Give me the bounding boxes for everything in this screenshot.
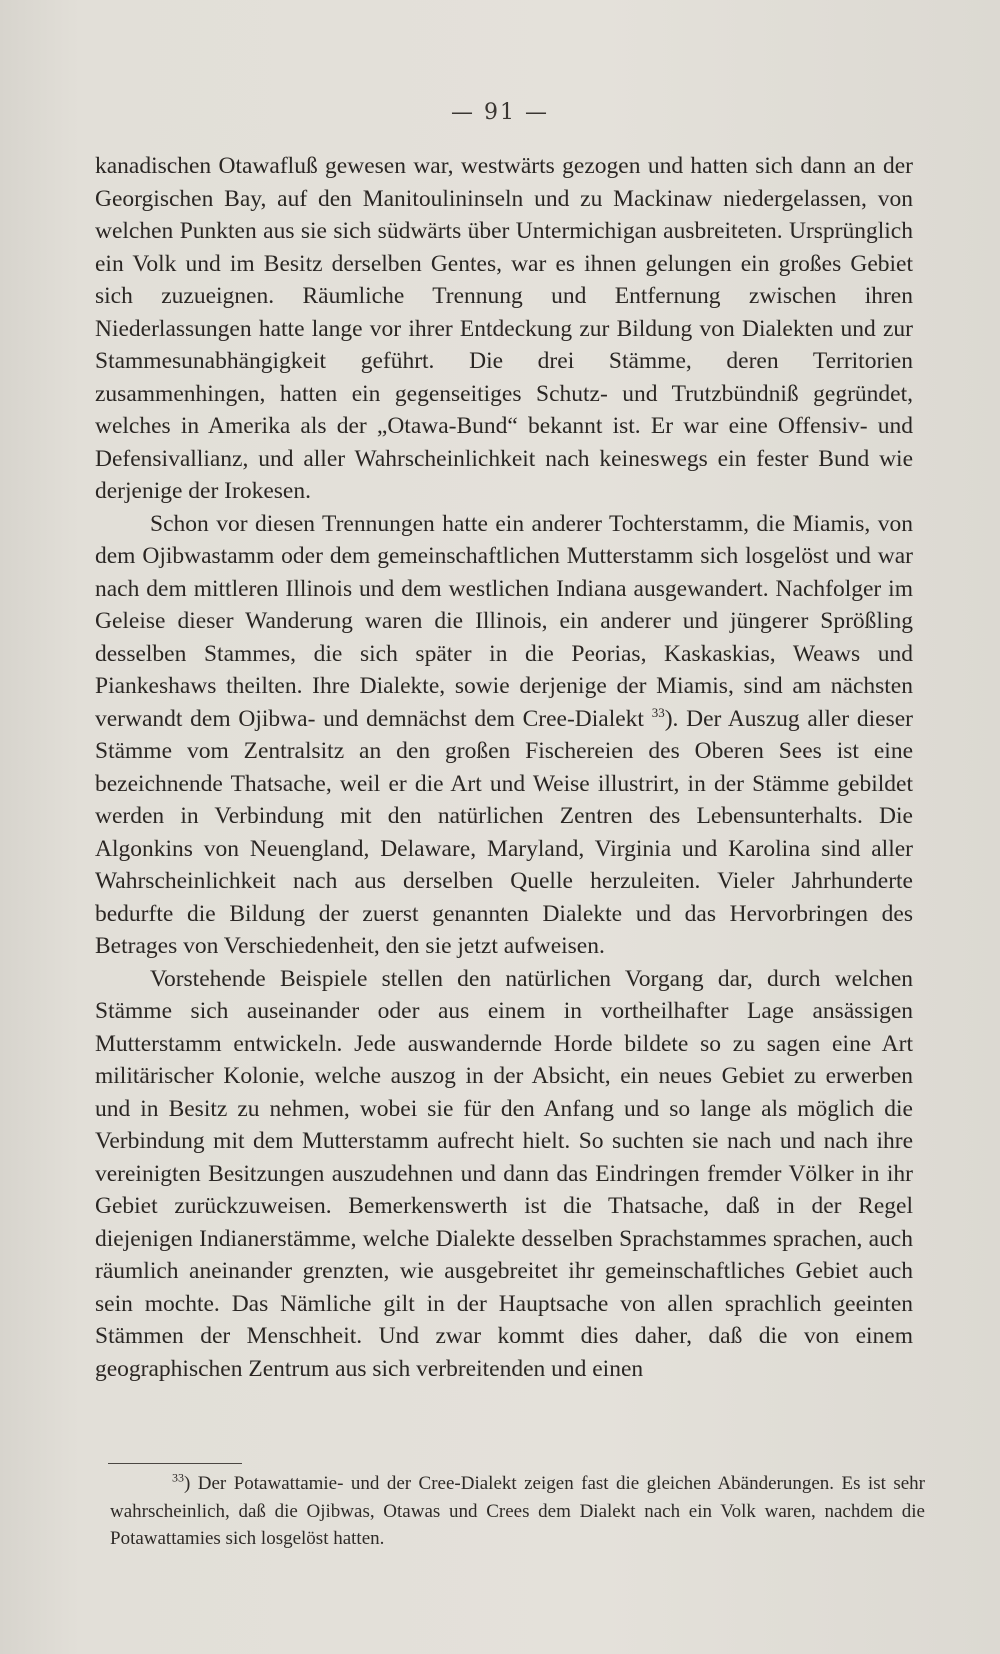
- footnote-mark: 33: [172, 1470, 184, 1485]
- paragraph-3: Vorstehende Beispiele stellen den natürlichen Vorgang dar, durch welchen Stämme sich auseinander oder aus einem in vortheilhafter Lage ansässigen Mutterstamm entwickeln. Jede auswandernde Horde bildete so zu sagen eine Art militärischer Kolonie, welche auszog in der Absicht, ein neues Gebiet zu erwerben und in Besitz zu nehmen, wobei sie für den Anfang und so lange als möglich die Verbindung mit dem Mutterstamm aufrecht hielt. So suchten sie nach und nach ihre vereinigten Besitzungen auszudehnen und dann das Eindringen fremder Völker in ihr Gebiet zurückzuweisen. Bemerkenswerth ist die Thatsache, daß in der Regel diejenigen Indianerstämme, welche Dialekte desselben Sprachstammes sprachen, auch räumlich aneinander grenzten, wie ausgebreitet ihr gemeinschaftliches Gebiet auch sein mochte. Das Nämliche gilt in der Hauptsache von allen sprachlich geeinten Stämmen der Menschheit. Und zwar kommt dies daher, daß die von einem geographischen Zentrum aus sich verbreitenden und einen: [95, 965, 913, 1382]
- paragraph-2-text-b: ). Der Auszug aller dieser Stämme vom Zentralsitz an den großen Fischereien des Oberen Sees ist eine bezeichnende Thatsache, weil er die Art und Weise illustrirt, in der Stämme gebildet werden in Verbindung mit den natürlichen Zentren des Lebensunterhalts. Die Algonkins von Neuengland, Delaware, Maryland, Virginia und Karolina sind aller Wahrscheinlichkeit nach aus derselben Quelle herzuleiten. Vieler Jahrhunderte bedurfte die Bildung der zuerst genannten Dialekte und das Hervorbringen des Betrages von Verschiedenheit, den sie jetzt aufweisen.: [95, 705, 913, 959]
- footnote-text: ) Der Potawattamie- und der Cree-Dialekt zeigen fast die gleichen Abänderungen. Es ist sehr wahrscheinlich, daß die Ojibwas, Otawas und Crees dem Dialekt nach ein Volk waren, nachdem die Potawattamies sich losgelöst hatten.: [110, 1473, 925, 1549]
- paragraph-2: [95, 508, 913, 963]
- footnote-divider: [108, 1463, 242, 1464]
- footnote: [110, 1470, 925, 1553]
- paragraph-2-text-a: Schon vor diesen Trennungen hatte ein anderer Tochterstamm, die Miamis, von dem Ojibwastamm oder dem gemeinschaftlichen Mutterstamm sich losgelöst und war nach dem mittleren Illinois und dem westlichen Indiana ausgewandert. Nachfolger im Geleise dieser Wanderung waren die Illinois, ein anderer und jüngerer Sprößling desselben Stammes, die sich später in die Peorias, Kaskaskias, Weaws und Piankeshaws theilten. Ihre Dialekte, sowie derjenige der Miamis, sind am nächsten verwandt dem Ojibwa- und demnächst dem Cree-Dialekt: [95, 510, 913, 732]
- page-number-header: — 91 —: [451, 100, 549, 125]
- paragraph-1: kanadischen Otawafluß gewesen war, westwärts gezogen und hatten sich dann an der Georgischen Bay, auf den Manitoulininseln und zu Mackinaw niedergelassen, von welchen Punkten aus sie sich südwärts über Untermichigan ausbreiteten. Ursprünglich ein Volk und im Besitz derselben Gentes, war es ihnen gelungen ein großes Gebiet sich zuzueignen. Räumliche Trennung und Entfernung zwischen ihren Niederlassungen hatte lange vor ihrer Entdeckung zur Bildung von Dialekten und zur Stammesunabhängigkeit geführt. Die drei Stämme, deren Territorien zusammenhingen, hatten ein gegenseitiges Schutz- und Trutzbündniß gegründet, welches in Amerika als der „Otawa-Bund“ bekannt ist. Er war eine Offensiv- und Defensivallianz, und aller Wahrscheinlichkeit nach keineswegs ein fester Bund wie derjenige der Irokesen.: [95, 153, 913, 504]
- footnote-reference: 33: [651, 704, 665, 720]
- main-text: [95, 150, 913, 1385]
